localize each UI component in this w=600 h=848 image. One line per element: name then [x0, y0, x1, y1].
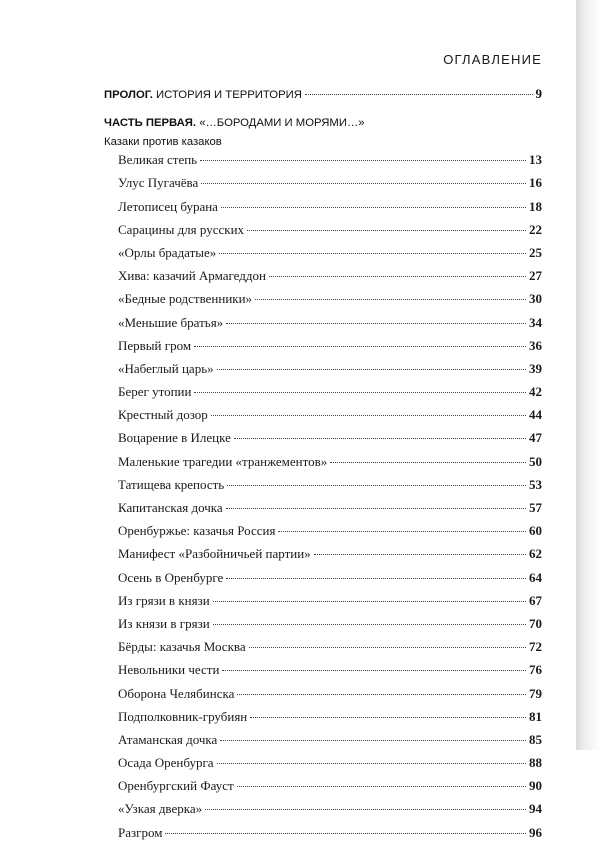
toc-entry-title: «Бедные родственники» — [118, 291, 253, 307]
dot-leader — [226, 508, 526, 509]
toc-entry-title: Атаманская дочка — [118, 731, 218, 747]
dot-leader — [213, 601, 526, 602]
toc-entry-row[interactable] — [104, 407, 542, 430]
toc-entry-title: Невольники чести — [118, 662, 220, 678]
table-of-contents — [104, 86, 542, 848]
toc-entry-title: Из грязи в князи — [118, 592, 210, 608]
toc-entry-row[interactable] — [104, 361, 542, 384]
dot-leader — [213, 624, 526, 625]
toc-entry-row[interactable] — [104, 755, 542, 778]
dot-leader — [221, 207, 526, 208]
toc-entry-page-number: 53 — [529, 476, 542, 492]
toc-entry-page-number: 13 — [529, 152, 542, 168]
toc-entry-page-number: 94 — [529, 801, 542, 817]
toc-entry-row[interactable] — [104, 593, 542, 616]
toc-entry-title: Маленькие трагедии «транжементов» — [118, 453, 328, 469]
toc-entry-page-number: 79 — [529, 685, 542, 701]
toc-entry-page-number: 30 — [529, 291, 542, 307]
toc-entry-page-number: 42 — [529, 384, 542, 400]
toc-entry-row[interactable] — [104, 430, 542, 453]
dot-leader — [305, 94, 533, 95]
toc-entry-row[interactable] — [104, 801, 542, 824]
toc-entry-row[interactable] — [104, 616, 542, 639]
dot-leader — [201, 183, 526, 184]
toc-entry-page-number: 25 — [529, 244, 542, 260]
toc-entry-row[interactable] — [104, 639, 542, 662]
toc-entry-page-number: 22 — [529, 221, 542, 237]
dot-leader — [205, 809, 526, 810]
dot-leader — [226, 323, 526, 324]
toc-entry-title: «Набеглый царь» — [118, 360, 214, 376]
toc-part-heading[interactable] — [104, 114, 542, 133]
toc-entry-row[interactable] — [104, 732, 542, 755]
toc-entry-page-number: 50 — [529, 453, 542, 469]
toc-entry-title: Берег утопии — [118, 384, 192, 400]
toc-entry-title: Оренбургский Фауст — [118, 778, 234, 794]
toc-entry-page-number: 34 — [529, 314, 542, 330]
toc-entry-row[interactable] — [104, 477, 542, 500]
dot-leader — [314, 554, 526, 555]
toc-entry-row[interactable] — [104, 199, 542, 222]
toc-entry-row[interactable] — [104, 454, 542, 477]
toc-entry-page-number: 72 — [529, 639, 542, 655]
toc-entry-title: Татищева крепость — [118, 476, 225, 492]
toc-entry-page-number: 36 — [529, 337, 542, 353]
toc-entry-page-number: 81 — [529, 708, 542, 724]
toc-entry-row[interactable] — [104, 570, 542, 593]
dot-leader — [278, 531, 526, 532]
toc-entry-row[interactable] — [104, 338, 542, 361]
toc-entry-title: Сарацины для русских — [118, 221, 245, 237]
dot-leader — [200, 160, 526, 161]
dot-leader — [250, 717, 526, 718]
toc-entry-page-number: 44 — [529, 407, 542, 423]
toc-entry-row[interactable] — [104, 523, 542, 546]
toc-entry-title: Осада Оренбурга — [118, 755, 214, 771]
page-edge-shadow — [576, 0, 600, 750]
toc-entry-page-number: 70 — [529, 615, 542, 631]
toc-entry-title: Воцарение в Илецке — [118, 430, 231, 446]
toc-entry-row[interactable] — [104, 384, 542, 407]
dot-leader — [165, 833, 526, 834]
dot-leader — [220, 740, 526, 741]
toc-entry-title: Великая степь — [118, 152, 198, 168]
toc-entry-page-number: 62 — [529, 546, 542, 562]
part-label-bold: ЧАСТЬ ПЕРВАЯ. — [104, 117, 197, 130]
toc-entry-title: Хива: казачий Армагеддон — [118, 268, 266, 284]
toc-entry-row[interactable] — [104, 245, 542, 268]
toc-entry-page-number: 60 — [529, 523, 542, 539]
prologue-label — [104, 89, 302, 101]
prologue-page-number: 9 — [535, 86, 542, 101]
toc-entry-title: Улус Пугачёва — [118, 175, 199, 191]
toc-entry-row[interactable] — [104, 315, 542, 338]
toc-entry-title: «Меньшие братья» — [118, 314, 224, 330]
toc-entry-row[interactable] — [104, 291, 542, 314]
toc-entry-row[interactable] — [104, 778, 542, 801]
prologue-label-bold: ПРОЛОГ. — [104, 89, 153, 101]
toc-entry-title: Осень в Оренбурге — [118, 569, 224, 585]
dot-leader — [237, 694, 526, 695]
toc-entry-page-number: 27 — [529, 268, 542, 284]
dot-leader — [194, 346, 526, 347]
toc-entry-list — [104, 152, 542, 848]
toc-entry-title: Манифест «Разбойничьей партии» — [118, 546, 311, 562]
toc-entry-row[interactable] — [104, 546, 542, 569]
toc-entry-row[interactable] — [104, 662, 542, 685]
toc-entry-title: «Орлы брадатые» — [118, 244, 217, 260]
part-label — [104, 114, 365, 133]
toc-entry-title: «Узкая дверка» — [118, 801, 203, 817]
toc-entry-page-number: 90 — [529, 778, 542, 794]
prologue-label-rest: ИСТОРИЯ И ТЕРРИТОРИЯ — [156, 89, 302, 101]
toc-entry-page-number: 88 — [529, 755, 542, 771]
toc-entry-row[interactable] — [104, 686, 542, 709]
toc-entry-title: Разгром — [118, 824, 163, 840]
toc-entry-title: Капитанская дочка — [118, 500, 223, 515]
dot-leader — [211, 415, 526, 416]
toc-entry-row[interactable] — [104, 709, 542, 732]
toc-chapter-title: Казаки против казаков — [104, 136, 222, 149]
toc-entry-title: Крестный дозор — [118, 407, 208, 423]
dot-leader — [247, 230, 526, 231]
toc-entry-page-number: 57 — [529, 500, 542, 515]
toc-entry-title: Из князи в грязи — [118, 615, 210, 631]
dot-leader — [255, 299, 526, 300]
toc-entry-page-number: 39 — [529, 360, 542, 376]
toc-prologue-row[interactable] — [104, 86, 542, 109]
dot-leader — [217, 763, 526, 764]
dot-leader — [217, 369, 526, 370]
toc-entry-row[interactable] — [104, 825, 542, 848]
toc-entry-row[interactable] — [104, 175, 542, 198]
toc-entry-page-number: 16 — [529, 175, 542, 191]
toc-entry-page-number: 64 — [529, 569, 542, 585]
dot-leader — [226, 578, 526, 579]
toc-entry-title: Оренбуржье: казачья Россия — [118, 523, 276, 539]
part-label-rest: «…БОРОДАМИ И МОРЯМИ…» — [199, 117, 365, 130]
page-header-title: ОГЛАВЛЕНИЕ — [443, 52, 542, 67]
toc-entry-title: Первый гром — [118, 337, 192, 353]
dot-leader — [237, 786, 526, 787]
dot-leader — [269, 276, 526, 277]
dot-leader — [219, 253, 526, 254]
dot-leader — [234, 438, 526, 439]
toc-entry-row[interactable] — [104, 222, 542, 245]
toc-entry-title: Оборона Челябинска — [118, 685, 235, 701]
toc-entry-page-number: 96 — [529, 824, 542, 840]
toc-entry-row[interactable] — [104, 500, 542, 523]
toc-entry-title: Летописец бурана — [118, 198, 218, 214]
dot-leader — [227, 485, 526, 486]
toc-entry-page-number: 67 — [529, 592, 542, 608]
toc-entry-row[interactable] — [104, 268, 542, 291]
toc-entry-page-number: 18 — [529, 198, 542, 214]
toc-entry-title: Подполковник-грубиян — [118, 708, 248, 724]
dot-leader — [194, 392, 526, 393]
toc-entry-title: Бёрды: казачья Москва — [118, 639, 246, 655]
dot-leader — [330, 462, 526, 463]
dot-leader — [249, 647, 526, 648]
toc-entry-page-number: 47 — [529, 430, 542, 446]
toc-entry-row[interactable] — [104, 152, 542, 175]
toc-entry-page-number: 76 — [529, 662, 542, 678]
toc-entry-page-number: 85 — [529, 731, 542, 747]
dot-leader — [222, 670, 526, 671]
